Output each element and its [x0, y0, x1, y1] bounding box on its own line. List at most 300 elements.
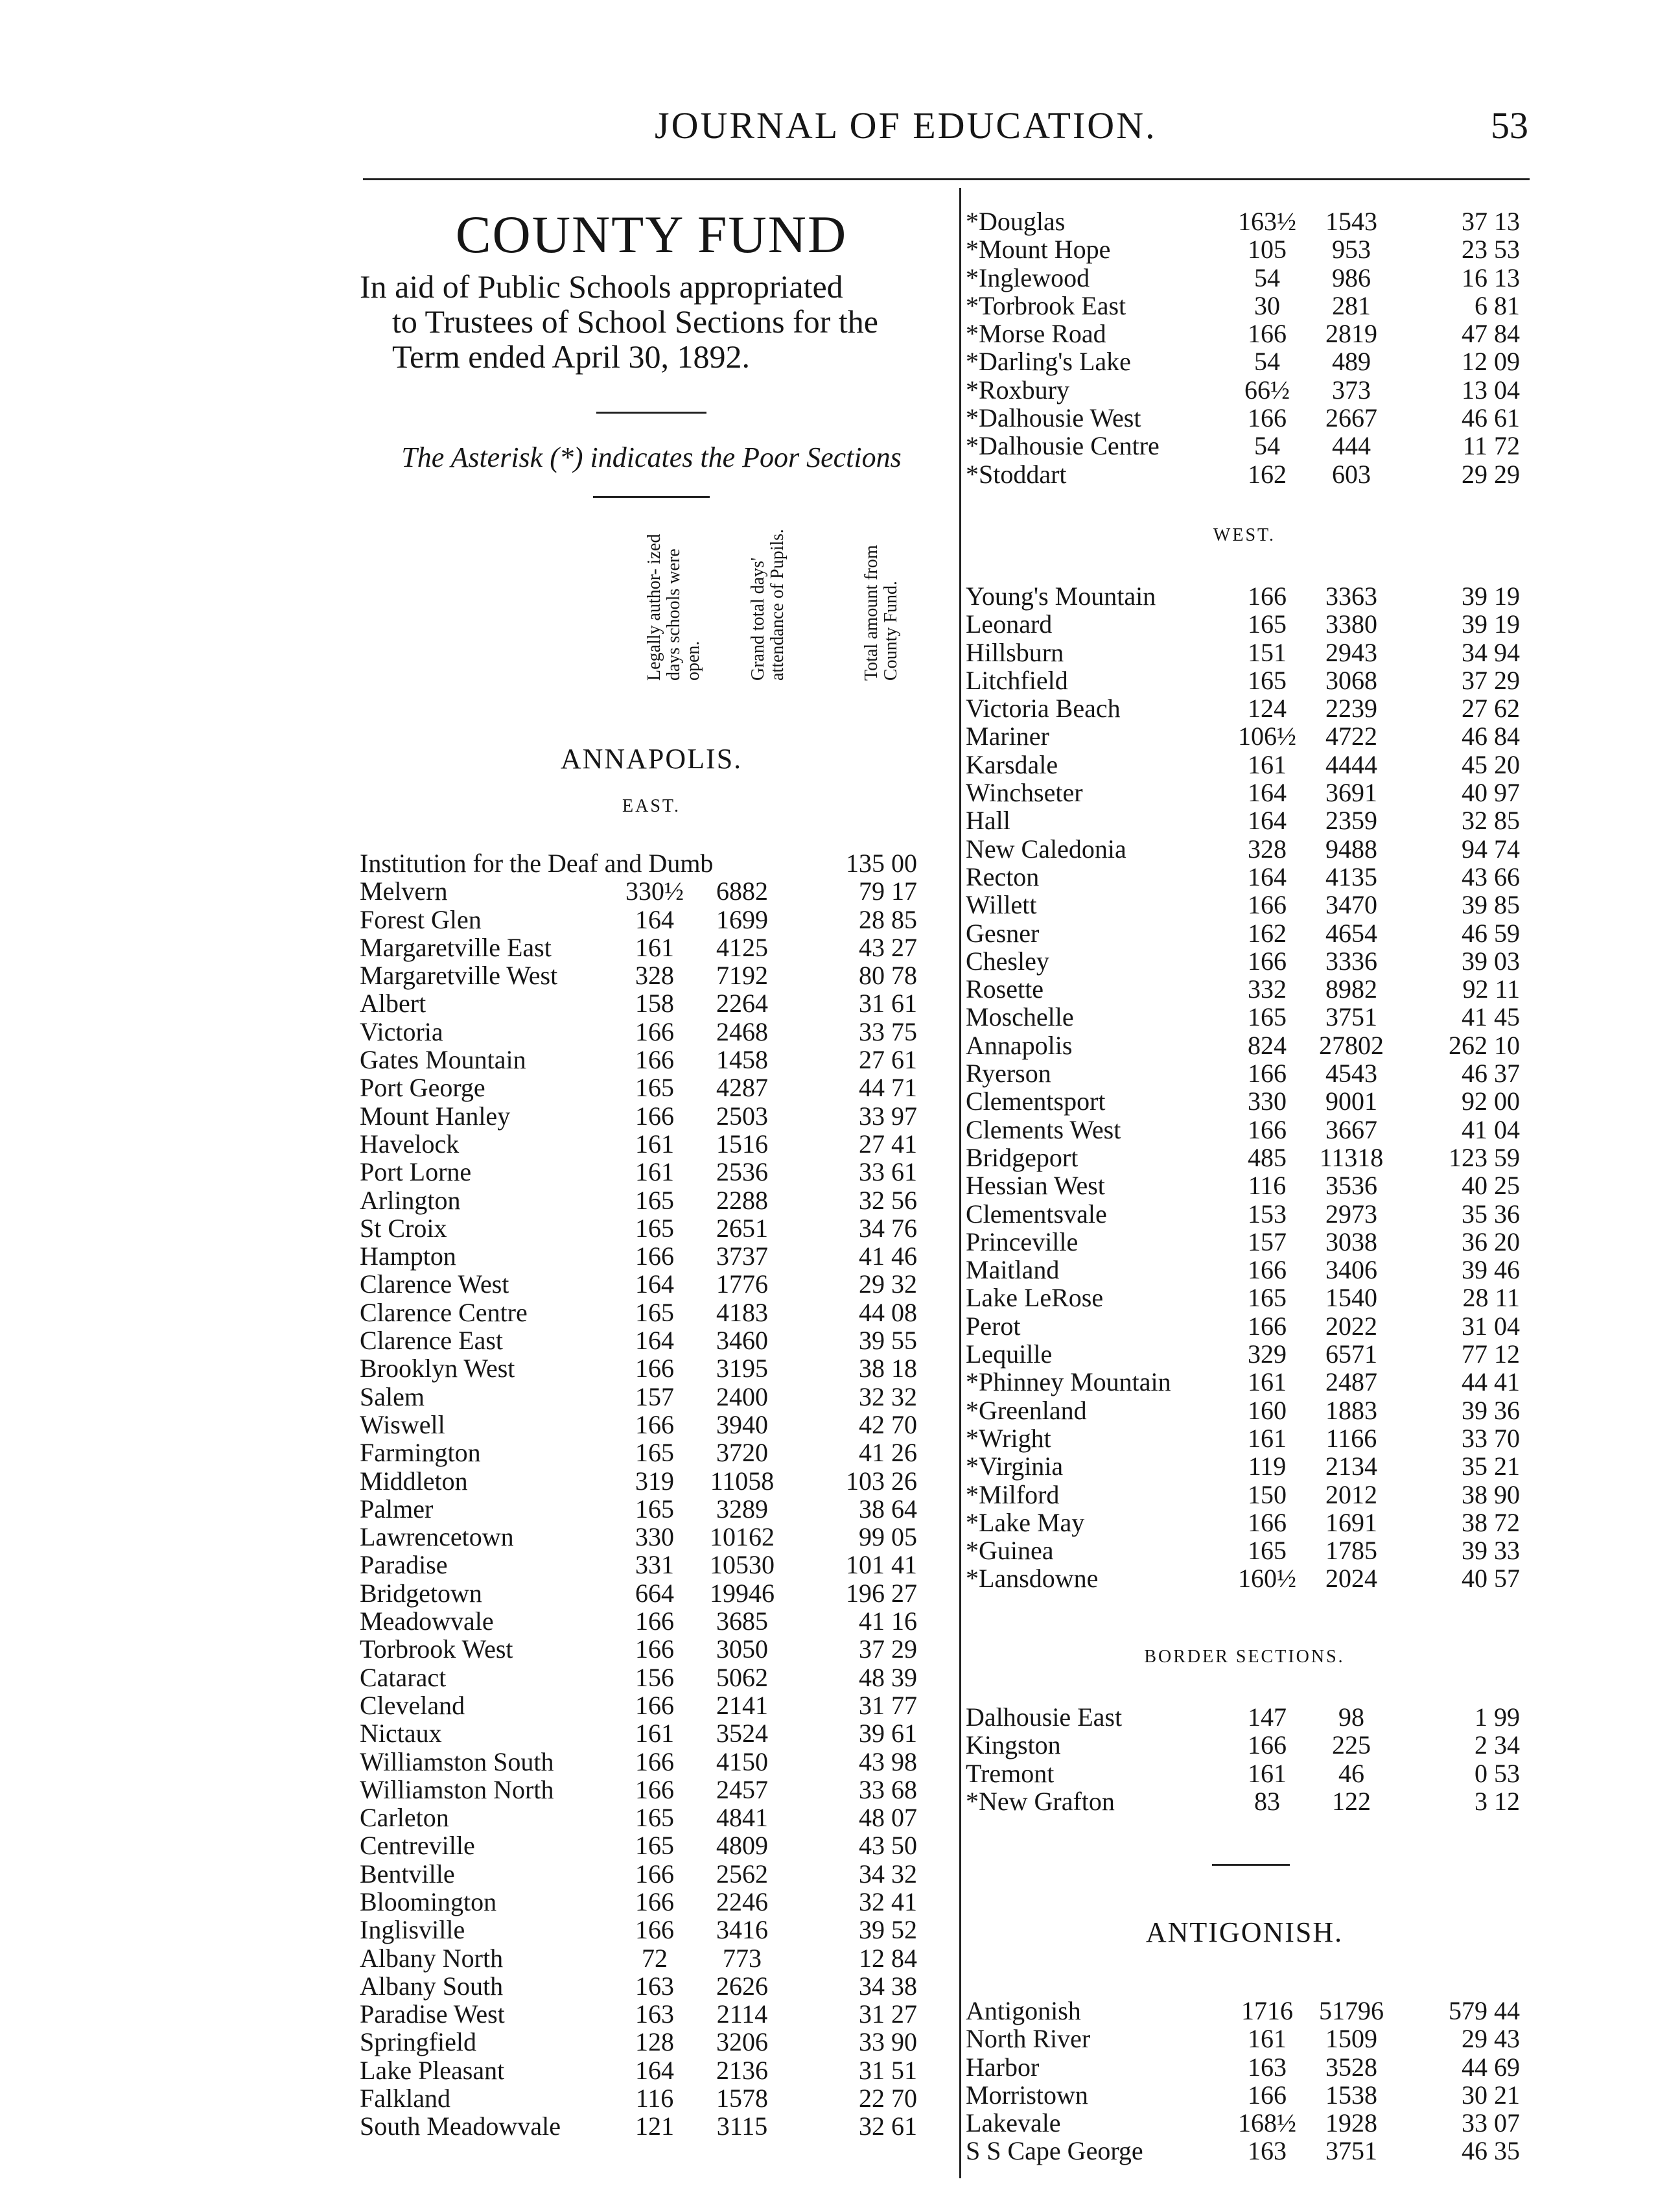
table-row	[360, 1916, 943, 1944]
table-row	[966, 1703, 1530, 1731]
section-name: Mariner	[966, 722, 1049, 751]
attendance-value: 3363	[1325, 582, 1377, 611]
table-row	[966, 1536, 1530, 1564]
table-row	[360, 1664, 943, 1691]
attendance-value: 9001	[1325, 1087, 1377, 1116]
attendance-value: 6882	[716, 877, 768, 906]
amount-value: 262 10	[1449, 1030, 1520, 1060]
amount-value: 27 62	[1462, 694, 1520, 724]
table-row	[360, 906, 943, 934]
days-open-value: 165	[1248, 609, 1287, 639]
days-open-value: 332	[1248, 974, 1287, 1004]
section-name: Annapolis	[966, 1030, 1073, 1060]
attendance-value: 2022	[1325, 1311, 1377, 1341]
annapolis-heading: ANNAPOLIS.	[560, 743, 743, 775]
attendance-value: 4135	[1325, 862, 1377, 891]
attendance-value: 3406	[1325, 1255, 1377, 1285]
amount-value: 28 85	[859, 904, 917, 934]
days-open-value: 166	[1248, 1255, 1287, 1285]
table-row	[966, 2025, 1530, 2053]
section-name: Rosette	[966, 974, 1044, 1004]
amount-value: 29 29	[1462, 459, 1520, 489]
attendance-value: 2973	[1325, 1199, 1377, 1229]
days-open-value: 664	[635, 1578, 674, 1608]
days-open-value: 160	[1248, 1395, 1287, 1425]
table-row	[966, 1509, 1530, 1536]
table-row	[966, 722, 1530, 750]
amount-value: 42 70	[859, 1409, 917, 1439]
section-name: *Torbrook East	[966, 290, 1126, 320]
table-row	[360, 2056, 943, 2084]
days-open-value: 164	[1248, 862, 1287, 891]
days-open-value: 163½	[1238, 207, 1296, 236]
days-open-value: 116	[1248, 1171, 1287, 1201]
amount-value: 43 66	[1462, 862, 1520, 891]
days-open-value: 165	[635, 1213, 674, 1243]
attendance-value: 1509	[1325, 2024, 1377, 2054]
section-name: Albany North	[360, 1943, 504, 1973]
table-row	[966, 582, 1530, 610]
attendance-value: 3416	[716, 1915, 768, 1945]
days-open-value: 485	[1248, 1142, 1287, 1172]
section-name: *Dalhousie Centre	[966, 431, 1160, 461]
attendance-value: 2487	[1325, 1367, 1377, 1397]
amount-value: 34 32	[859, 1859, 917, 1888]
attendance-value: 2503	[716, 1101, 768, 1131]
section-name: Leonard	[966, 609, 1053, 639]
table-row	[966, 2137, 1530, 2165]
section-name: Carleton	[360, 1803, 449, 1833]
amount-value: 46 35	[1462, 2136, 1520, 2166]
amount-value: 44 69	[1462, 2052, 1520, 2082]
amount-value: 33 90	[859, 2027, 917, 2057]
attendance-value: 1540	[1325, 1283, 1377, 1313]
amount-value: 39 33	[1462, 1536, 1520, 1566]
attendance-value: 3380	[1325, 609, 1377, 639]
table-row	[966, 235, 1530, 263]
days-open-value: 166	[635, 1634, 674, 1664]
section-name: North River	[966, 2024, 1091, 2054]
border-sections-subheading: BORDER SECTIONS.	[1144, 1647, 1345, 1667]
table-row	[360, 1102, 943, 1130]
table-row	[360, 1719, 943, 1747]
table-row	[360, 1354, 943, 1382]
table-row	[360, 1579, 943, 1607]
amount-value: 12 84	[859, 1943, 917, 1973]
attendance-value: 2819	[1325, 319, 1377, 349]
attendance-value: 4125	[716, 932, 768, 962]
amount-value: 44 41	[1462, 1367, 1520, 1397]
amount-value: 44 08	[859, 1297, 917, 1327]
amount-value: 31 04	[1462, 1311, 1520, 1341]
section-name: Clarence East	[360, 1326, 503, 1356]
attendance-value: 281	[1332, 290, 1371, 320]
section-name: Inglisville	[360, 1915, 465, 1945]
days-open-value: 164	[635, 1269, 674, 1299]
days-open-value: 166	[635, 1887, 674, 1916]
days-open-value: 166	[1248, 1730, 1287, 1760]
east-subheading: EAST.	[622, 796, 681, 816]
amount-value: 34 76	[859, 1213, 917, 1243]
amount-value: 31 51	[859, 2055, 917, 2085]
attendance-value: 19946	[710, 1578, 775, 1608]
amount-value: 32 85	[1462, 806, 1520, 836]
attendance-value: 2400	[716, 1382, 768, 1411]
table-row	[966, 460, 1530, 488]
section-name: Litchfield	[966, 665, 1068, 695]
attendance-column-header: Grand total days' attendance of Pupils.	[748, 528, 787, 681]
attendance-value: 2468	[716, 1017, 768, 1046]
table-row	[360, 1439, 943, 1466]
attendance-value: 4654	[1325, 918, 1377, 948]
subtitle-line: In aid of Public Schools appropriated	[360, 268, 843, 305]
section-name: *Stoddart	[966, 459, 1067, 489]
attendance-value: 373	[1332, 375, 1371, 405]
institution-name: Institution for the Deaf and Dumb	[360, 849, 714, 878]
amount-value: 1 99	[1475, 1702, 1520, 1732]
days-open-value: 158	[635, 989, 674, 1018]
section-name: New Caledonia	[966, 834, 1126, 864]
days-open-value: 161	[1248, 749, 1287, 779]
section-name: Lequille	[966, 1339, 1053, 1369]
days-open-value: 331	[635, 1550, 674, 1580]
section-name: Forest Glen	[360, 904, 482, 934]
amount-value: 39 61	[859, 1719, 917, 1748]
table-row	[360, 877, 943, 905]
attendance-value: 1928	[1325, 2108, 1377, 2138]
asterisk-note: The Asterisk (*) indicates the Poor Sections	[401, 441, 902, 473]
table-row	[966, 1171, 1530, 1199]
amount-value: 11 72	[1462, 431, 1520, 461]
attendance-value: 2239	[1325, 694, 1377, 724]
table-row	[360, 1944, 943, 1972]
days-open-value: 166	[1248, 890, 1287, 920]
attendance-value: 3528	[1325, 2052, 1377, 2082]
amount-value: 27 61	[859, 1045, 917, 1075]
table-row	[360, 1046, 943, 1074]
table-row	[966, 1997, 1530, 2025]
section-name: Willett	[966, 890, 1037, 920]
amount-value: 28 11	[1462, 1283, 1520, 1313]
table-row	[966, 320, 1530, 347]
section-name: Clements West	[966, 1114, 1121, 1144]
days-open-value: 156	[635, 1662, 674, 1692]
attendance-value: 7192	[716, 961, 768, 991]
section-name: *Dalhousie West	[966, 403, 1141, 433]
table-row	[966, 1059, 1530, 1087]
attendance-value: 225	[1332, 1730, 1371, 1760]
table-row	[360, 1888, 943, 1916]
days-open-value: 1716	[1241, 1996, 1293, 2025]
table-row	[966, 891, 1530, 919]
attendance-value: 4150	[716, 1747, 768, 1776]
amount-value: 43 50	[859, 1831, 917, 1861]
antigonish-table	[966, 1997, 1530, 2165]
table-row	[360, 1299, 943, 1326]
amount-value: 40 25	[1462, 1171, 1520, 1201]
days-open-value: 166	[1248, 2080, 1287, 2110]
amount-value: 40 57	[1462, 1564, 1520, 1594]
days-open-value: 151	[1248, 637, 1287, 667]
table-row	[360, 1214, 943, 1242]
attendance-value: 2114	[716, 1999, 768, 2029]
attendance-value: 27802	[1319, 1030, 1384, 1060]
attendance-value: 1578	[716, 2084, 768, 2113]
amount-value: 33 68	[859, 1774, 917, 1804]
amount-value: 35 36	[1462, 1199, 1520, 1229]
days-open-value: 319	[635, 1466, 674, 1496]
attendance-value: 8982	[1325, 974, 1377, 1004]
section-name: *Guinea	[966, 1536, 1054, 1566]
table-row	[966, 2053, 1530, 2081]
table-row	[966, 1368, 1530, 1396]
short-divider	[593, 496, 710, 498]
table-row	[966, 264, 1530, 292]
days-open-value: 165	[635, 1803, 674, 1833]
attendance-value: 3751	[1325, 2136, 1377, 2166]
section-name: Falkland	[360, 2084, 450, 2113]
days-open-value: 161	[1248, 2024, 1287, 2054]
section-name: Victoria	[360, 1017, 443, 1046]
amount-value: 39 19	[1462, 582, 1520, 611]
days-open-value: 119	[1248, 1452, 1287, 1481]
section-name: *Greenland	[966, 1395, 1087, 1425]
section-name: Albert	[360, 989, 426, 1018]
table-row	[966, 694, 1530, 722]
table-row	[966, 975, 1530, 1003]
days-open-value: 166	[1248, 1311, 1287, 1341]
amount-value: 99 05	[859, 1522, 917, 1552]
amount-value: 3 12	[1475, 1786, 1520, 1816]
table-row	[360, 1495, 943, 1523]
section-name: Clarence Centre	[360, 1297, 528, 1327]
table-row	[966, 1312, 1530, 1340]
section-name: *New Grafton	[966, 1786, 1115, 1816]
days-open-value: 163	[635, 1971, 674, 2001]
amount-value: 23 53	[1462, 235, 1520, 265]
attendance-value: 2359	[1325, 806, 1377, 836]
attendance-value: 2288	[716, 1185, 768, 1215]
days-open-value: 157	[1248, 1227, 1287, 1256]
attendance-value: 3068	[1325, 665, 1377, 695]
amount-value: 32 32	[859, 1382, 917, 1411]
section-name: St Croix	[360, 1213, 447, 1243]
days-open-value: 166	[635, 1690, 674, 1720]
table-row	[360, 1551, 943, 1579]
attendance-value: 3737	[716, 1241, 768, 1271]
days-open-value: 165	[1248, 1536, 1287, 1566]
amount-value: 38 90	[1462, 1479, 1520, 1509]
attendance-value: 5062	[716, 1662, 768, 1692]
table-row	[966, 863, 1530, 891]
attendance-value: 3195	[716, 1354, 768, 1383]
days-open-value: 162	[1248, 918, 1287, 948]
section-name: Mount Hanley	[360, 1101, 511, 1131]
attendance-value: 4841	[716, 1803, 768, 1833]
attendance-value: 3685	[716, 1606, 768, 1636]
amount-value: 37 29	[1462, 665, 1520, 695]
table-row	[966, 1144, 1530, 1171]
section-name: *Lansdowne	[966, 1564, 1099, 1594]
amount-value: 39 55	[859, 1326, 917, 1356]
days-open-value: 54	[1254, 263, 1280, 292]
table-row	[966, 292, 1530, 320]
days-open-value: 147	[1248, 1702, 1287, 1732]
attendance-value: 1785	[1325, 1536, 1377, 1566]
fund-subtitle	[360, 269, 943, 374]
attendance-value: 4183	[716, 1297, 768, 1327]
amount-column-header: Total amount from County Fund.	[861, 545, 901, 681]
short-divider	[596, 412, 706, 414]
section-name: Meadowvale	[360, 1606, 494, 1636]
attendance-value: 3751	[1325, 1002, 1377, 1032]
days-open-value: 166	[1248, 1059, 1287, 1088]
section-name: Farmington	[360, 1438, 481, 1468]
days-open-value: 161	[635, 932, 674, 962]
days-open-value: 166	[1248, 946, 1287, 976]
antigonish-heading: ANTIGONISH.	[1145, 1916, 1344, 1948]
table-row	[966, 432, 1530, 460]
days-open-value: 30	[1254, 290, 1280, 320]
page-number: 53	[1491, 104, 1528, 147]
attendance-value: 3115	[716, 2112, 768, 2141]
days-open-value: 328	[1248, 834, 1287, 864]
section-name: Gesner	[966, 918, 1040, 948]
amount-value: 33 97	[859, 1101, 917, 1131]
attendance-value: 1458	[716, 1045, 768, 1075]
attendance-value: 1883	[1325, 1395, 1377, 1425]
attendance-value: 6571	[1325, 1339, 1377, 1369]
days-open-value: 824	[1248, 1030, 1287, 1060]
section-name: Perot	[966, 1311, 1021, 1341]
section-name: Arlington	[360, 1185, 461, 1215]
attendance-value: 3038	[1325, 1227, 1377, 1256]
section-name: Brooklyn West	[360, 1354, 515, 1383]
table-row	[966, 1452, 1530, 1480]
amount-value: 39 03	[1462, 946, 1520, 976]
section-name: Margaretville West	[360, 961, 558, 991]
attendance-value: 3667	[1325, 1114, 1377, 1144]
section-name: Young's Mountain	[966, 582, 1156, 611]
attendance-value: 11058	[710, 1466, 775, 1496]
table-row	[360, 2028, 943, 2056]
table-row	[360, 2112, 943, 2140]
amount-value: 33 61	[859, 1157, 917, 1187]
header-rule	[363, 178, 1530, 180]
section-name: *Darling's Lake	[966, 347, 1131, 377]
section-name: Bentville	[360, 1859, 455, 1888]
days-open-value: 166	[635, 1354, 674, 1383]
section-name: Gates Mountain	[360, 1045, 526, 1075]
amount-value: 39 36	[1462, 1395, 1520, 1425]
county-fund-title: COUNTY FUND	[455, 205, 848, 264]
amount-value: 46 84	[1462, 722, 1520, 751]
section-name: Cataract	[360, 1662, 447, 1692]
attendance-value: 10162	[710, 1522, 775, 1552]
amount-value: 34 94	[1462, 637, 1520, 667]
days-open-value: 165	[1248, 665, 1287, 695]
table-row	[360, 1831, 943, 1859]
section-name: *Roxbury	[966, 375, 1069, 405]
table-row	[966, 1284, 1530, 1312]
days-open-value: 54	[1254, 347, 1280, 377]
amount-value: 47 84	[1462, 319, 1520, 349]
attendance-value: 4809	[716, 1831, 768, 1861]
days-open-value: 166	[1248, 1114, 1287, 1144]
section-name: *Phinney Mountain	[966, 1367, 1171, 1397]
days-open-value: 163	[1248, 2052, 1287, 2082]
table-row	[966, 404, 1530, 432]
days-open-value: 166	[635, 1241, 674, 1271]
attendance-value: 4444	[1325, 749, 1377, 779]
amount-value: 30 21	[1462, 2080, 1520, 2110]
table-row	[966, 1228, 1530, 1256]
attendance-value: 122	[1332, 1786, 1371, 1816]
table-row	[966, 376, 1530, 404]
amount-value: 29 43	[1462, 2024, 1520, 2054]
days-open-value: 150	[1248, 1479, 1287, 1509]
amount-value: 6 81	[1475, 290, 1520, 320]
table-row	[966, 639, 1530, 666]
attendance-value: 2136	[716, 2055, 768, 2085]
amount-value: 33 07	[1462, 2108, 1520, 2138]
column-headers	[625, 525, 943, 681]
section-name: Havelock	[360, 1129, 460, 1159]
section-name: Chesley	[966, 946, 1049, 976]
amount-value: 41 46	[859, 1241, 917, 1271]
days-open-value: 161	[635, 1157, 674, 1187]
days-open-value: 166	[1248, 319, 1287, 349]
amount-value: 31 61	[859, 989, 917, 1018]
section-name: Bridgetown	[360, 1578, 482, 1608]
amount-value: 48 07	[859, 1803, 917, 1833]
attendance-value: 2667	[1325, 403, 1377, 433]
table-row	[966, 1424, 1530, 1452]
table-row	[966, 2109, 1530, 2137]
days-open-value: 163	[1248, 2136, 1287, 2166]
section-name: Hall	[966, 806, 1010, 836]
amount-value: 46 37	[1462, 1059, 1520, 1088]
days-open-value: 124	[1248, 694, 1287, 724]
table-row	[966, 610, 1530, 638]
table-row	[966, 1564, 1530, 1592]
table-row	[360, 1242, 943, 1270]
days-open-value: 116	[635, 2084, 674, 2113]
amount-value: 0 53	[1475, 1758, 1520, 1788]
attendance-value: 444	[1332, 431, 1371, 461]
section-name: Dalhousie East	[966, 1702, 1123, 1732]
attendance-value: 1166	[1325, 1423, 1377, 1453]
table-row	[360, 934, 943, 961]
amount-value: 29 32	[859, 1269, 917, 1299]
section-name: *Morse Road	[966, 319, 1106, 349]
days-open-value: 72	[642, 1943, 668, 1973]
days-open-value: 166	[635, 1409, 674, 1439]
days-open-value: 66½	[1244, 375, 1290, 405]
attendance-value: 2246	[716, 1887, 768, 1916]
table-row	[360, 1607, 943, 1635]
days-open-value: 161	[1248, 1758, 1287, 1788]
amount-value: 43 98	[859, 1747, 917, 1776]
amount-value: 92 00	[1462, 1087, 1520, 1116]
amount-value: 39 52	[859, 1915, 917, 1945]
days-open-value: 166	[1248, 1507, 1287, 1537]
attendance-value: 11318	[1319, 1142, 1384, 1172]
section-name: *Douglas	[966, 207, 1066, 236]
days-open-value: 330	[1248, 1087, 1287, 1116]
attendance-value: 46	[1338, 1758, 1364, 1788]
attendance-value: 2536	[716, 1157, 768, 1187]
